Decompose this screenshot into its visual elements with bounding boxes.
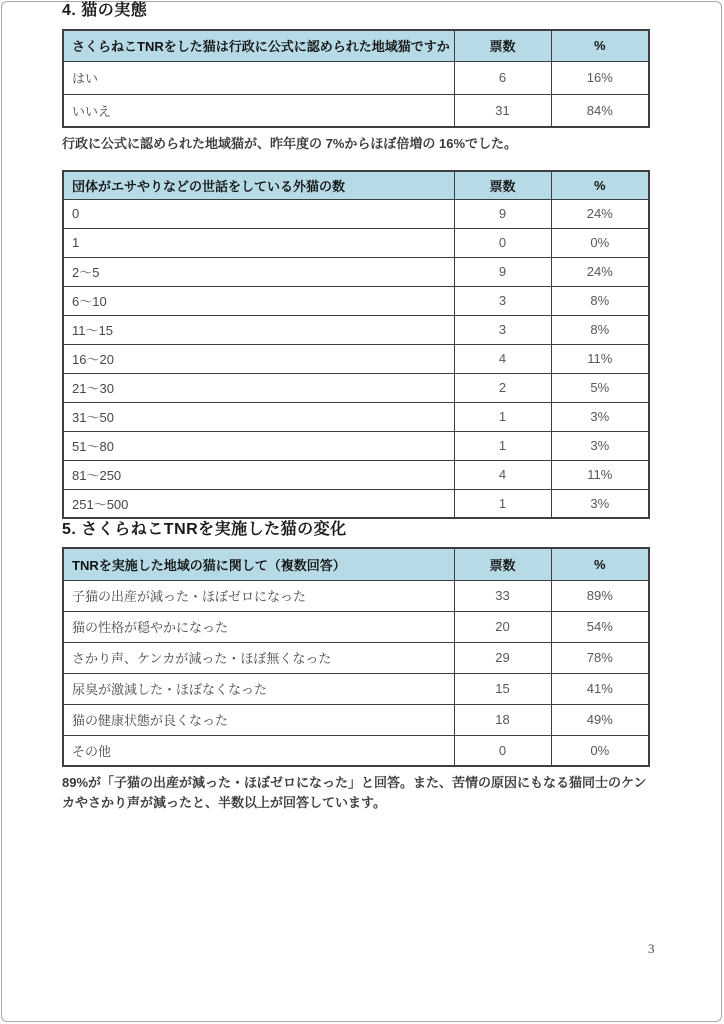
answer-label: 51～80 <box>63 431 454 460</box>
table-row <box>63 257 649 286</box>
answer-label: さかり声、ケンカが減った・ほぼ無くなった <box>63 642 454 673</box>
votes-value: 1 <box>454 402 551 431</box>
votes-value: 3 <box>454 286 551 315</box>
answer-label: はい <box>63 61 454 94</box>
section-5-heading: 5. さくらねこTNRを実施した猫の変化 <box>62 521 347 538</box>
votes-value: 33 <box>454 580 551 611</box>
percent-value: 54% <box>551 611 649 642</box>
table-row <box>63 611 649 642</box>
table-row <box>63 642 649 673</box>
section-4-heading: 4. 猫の実態 <box>62 2 148 19</box>
answer-label: その他 <box>63 735 454 766</box>
percent-value: 0% <box>551 735 649 766</box>
percent-value: 8% <box>551 286 649 315</box>
votes-value: 9 <box>454 199 551 228</box>
table-row <box>63 315 649 344</box>
percent-value: 89% <box>551 580 649 611</box>
table-header-row <box>63 30 649 61</box>
table-row <box>63 735 649 766</box>
column-header-question: TNRを実施した地域の猫に関して（複数回答） <box>63 548 454 580</box>
answer-label: 16～20 <box>63 344 454 373</box>
percent-value: 11% <box>551 460 649 489</box>
table-tnr-cat-changes <box>62 547 650 767</box>
percent-value: 11% <box>551 344 649 373</box>
table3-summary-note: 89%が「子猫の出産が減った・ほぼゼロになった」と回答。また、苦情の原因にもなる猫同士のケンカやさかり声が減ったと、半数以上が回答しています。 <box>62 775 647 810</box>
percent-value: 3% <box>551 402 649 431</box>
votes-value: 2 <box>454 373 551 402</box>
answer-label: 尿臭が激減した・ほぼなくなった <box>63 673 454 704</box>
column-header-percent: % <box>551 548 649 580</box>
table-row <box>63 580 649 611</box>
answer-label: 31～50 <box>63 402 454 431</box>
answer-label: 2～5 <box>63 257 454 286</box>
table-row <box>63 373 649 402</box>
answer-label: 11～15 <box>63 315 454 344</box>
votes-value: 4 <box>454 460 551 489</box>
answer-label: 6～10 <box>63 286 454 315</box>
column-header-percent: % <box>551 171 649 199</box>
table-row <box>63 431 649 460</box>
table-header-row <box>63 548 649 580</box>
table-row <box>63 460 649 489</box>
votes-value: 31 <box>454 94 551 127</box>
votes-value: 6 <box>454 61 551 94</box>
answer-label: 1 <box>63 228 454 257</box>
percent-value: 8% <box>551 315 649 344</box>
votes-value: 0 <box>454 228 551 257</box>
votes-value: 4 <box>454 344 551 373</box>
percent-value: 41% <box>551 673 649 704</box>
votes-value: 18 <box>454 704 551 735</box>
percent-value: 49% <box>551 704 649 735</box>
column-header-question: さくらねこTNRをした猫は行政に公式に認められた地域猫ですか <box>63 30 454 61</box>
table-row <box>63 286 649 315</box>
answer-label: 猫の健康状態が良くなった <box>63 704 454 735</box>
votes-value: 3 <box>454 315 551 344</box>
table-row <box>63 402 649 431</box>
page-content <box>62 0 648 813</box>
votes-value: 20 <box>454 611 551 642</box>
answer-label: 0 <box>63 199 454 228</box>
table-row <box>63 344 649 373</box>
table-row <box>63 61 649 94</box>
table-header-row <box>63 171 649 199</box>
column-header-votes: 票数 <box>454 548 551 580</box>
percent-value: 84% <box>551 94 649 127</box>
percent-value: 78% <box>551 642 649 673</box>
answer-label: 猫の性格が穏やかになった <box>63 611 454 642</box>
column-header-question: 団体がエサやりなどの世話をしている外猫の数 <box>63 171 454 199</box>
answer-label: いいえ <box>63 94 454 127</box>
table-row <box>63 489 649 518</box>
table-row <box>63 704 649 735</box>
table-row <box>63 199 649 228</box>
percent-value: 16% <box>551 61 649 94</box>
votes-value: 15 <box>454 673 551 704</box>
percent-value: 3% <box>551 431 649 460</box>
answer-label: 81～250 <box>63 460 454 489</box>
votes-value: 9 <box>454 257 551 286</box>
table1-summary-note: 行政に公式に認められた地域猫が、昨年度の 7%からほぼ倍増の 16%でした。 <box>62 136 518 151</box>
percent-value: 0% <box>551 228 649 257</box>
answer-label: 251～500 <box>63 489 454 518</box>
page-number: 3 <box>648 941 655 956</box>
column-header-votes: 票数 <box>454 171 551 199</box>
votes-value: 1 <box>454 431 551 460</box>
table-row <box>63 673 649 704</box>
table-row <box>63 94 649 127</box>
votes-value: 29 <box>454 642 551 673</box>
table-official-community-cats <box>62 29 650 128</box>
percent-value: 3% <box>551 489 649 518</box>
table-outdoor-cats-count <box>62 170 650 519</box>
column-header-percent: % <box>551 30 649 61</box>
answer-label: 21～30 <box>63 373 454 402</box>
answer-label: 子猫の出産が減った・ほぼゼロになった <box>63 580 454 611</box>
column-header-votes: 票数 <box>454 30 551 61</box>
percent-value: 24% <box>551 257 649 286</box>
votes-value: 1 <box>454 489 551 518</box>
table-row <box>63 228 649 257</box>
votes-value: 0 <box>454 735 551 766</box>
percent-value: 24% <box>551 199 649 228</box>
percent-value: 5% <box>551 373 649 402</box>
